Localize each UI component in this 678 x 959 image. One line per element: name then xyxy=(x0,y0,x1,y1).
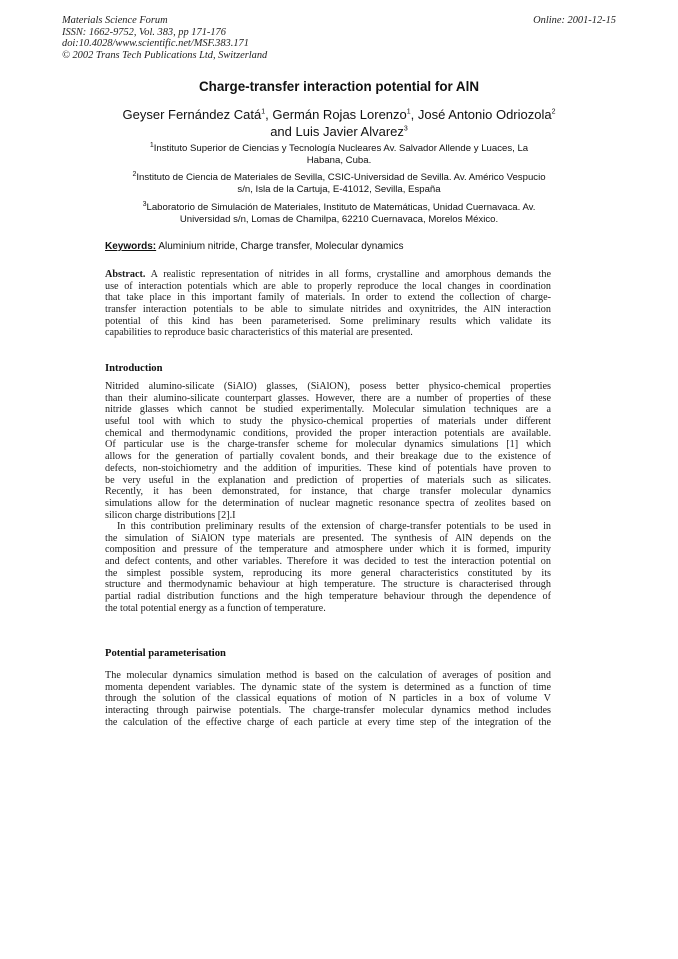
text-line: that take place in this important family of materials. In order to extend the collection of charge- xyxy=(105,292,551,304)
affiliation-mark: 3 xyxy=(142,200,147,208)
section-heading-introduction: Introduction xyxy=(105,363,163,374)
text-line: partial radial distribution functions and the high temperature behaviour through the dependence of xyxy=(105,591,551,603)
author-2-affil-mark: 1 xyxy=(406,108,411,116)
affiliation-3 xyxy=(90,202,588,226)
journal-header xyxy=(62,15,267,61)
text-line: potential of this kind has been parameterised. Some preliminary results which validate its xyxy=(105,315,551,327)
text-line: useful tool with which to study the physico-chemical properties of materials under different xyxy=(105,416,551,428)
text-line: transfer interaction potentials to be able to simulate nitrides and oxynitrides, the AlN interaction xyxy=(105,304,551,316)
text-line: be very useful in the explanation and prediction of properties of materials such as silicates. xyxy=(105,474,551,486)
text-line: than their alumino-silicate counterpart glasses. However, there are a number of properties of these xyxy=(105,392,551,404)
text-line: simulations allow for the determination of nuclear magnetic resonance spectra of zeolites based on xyxy=(105,497,551,509)
author-4-affil-mark: 3 xyxy=(403,125,408,133)
affiliation-1 xyxy=(90,143,588,167)
journal-name: Materials Science Forum xyxy=(62,15,168,26)
introduction-paragraph-1 xyxy=(105,381,551,521)
text-line: Nitrided alumino-silicate (SiAlO) glasses, (SiAlON), posess better physico-chemical properties xyxy=(105,381,551,392)
affiliation-mark: 2 xyxy=(132,170,137,178)
affiliation-line: Instituto de Ciencia de Materiales de Sevilla, CSIC-Universidad de Sevilla. Av. Américo Vespucio xyxy=(136,172,546,183)
text-line: the calculation of the effective charge of each particle at every time step of the integration of the xyxy=(105,716,551,728)
section-heading-potential-parameterisation: Potential parameterisation xyxy=(105,648,226,659)
text-line: silicon charge distributions [2].I xyxy=(105,509,236,521)
author-list xyxy=(80,106,598,140)
abstract xyxy=(105,269,551,339)
author-3-affil-mark: 2 xyxy=(551,108,556,116)
introduction-paragraph-2 xyxy=(105,521,551,615)
text-line: use of interaction potentials which are able to properly reproduce the local changes in coordination xyxy=(105,280,551,292)
author-1-affil-mark: 1 xyxy=(261,108,266,116)
text-line: Recently, it has been demonstrated, for instance, that charge transfer molecular dynamics xyxy=(105,486,551,498)
text-line: momenta dependent variables. The dynamic state of the system is determined as a function of time xyxy=(105,681,551,693)
text-line: capabilities to reproduce basic characteristics of this material are presented. xyxy=(105,327,413,339)
affiliation-line: Habana, Cuba. xyxy=(306,155,372,166)
keywords xyxy=(105,241,403,252)
paper-title: Charge-transfer interaction potential for AlN xyxy=(199,79,479,94)
journal-doi[interactable]: doi:10.4028/www.scientific.net/MSF.383.171 xyxy=(62,38,249,50)
affiliation-line: Universidad s/n, Lomas de Chamilpa, 62210 Cuernavaca, Morelos México. xyxy=(179,214,499,225)
keywords-text: Aluminium nitride, Charge transfer, Molecular dynamics xyxy=(156,241,404,252)
text-line: defects, non-stoichiometry and the addition of impurities. These kind of potentials have proven to xyxy=(105,462,551,474)
author-4: and Luis Javier Alvarez xyxy=(270,124,404,139)
affiliation-line: Laboratorio de Simulación de Materiales, Instituto de Matemáticas, Unidad Cuernavaca. Av. xyxy=(146,202,536,213)
journal-copyright: © 2002 Trans Tech Publications Ltd, Switzerland xyxy=(62,49,268,61)
text-line: In this contribution preliminary results of the extension of charge-transfer potentials to be used in xyxy=(117,521,551,532)
text-line: structure and thermodynamic behaviour at high temperature. The structure is characterised through xyxy=(105,579,551,591)
author-2: , Germán Rojas Lorenzo xyxy=(265,107,407,122)
author-3: , José Antonio Odriozola xyxy=(410,107,552,122)
text-line: the total potential energy as a function of temperature. xyxy=(105,602,326,614)
text-line: and defect contents, and other variables. Therefore it was decided to test the interaction potential on xyxy=(105,556,551,568)
text-line: the simplest possible system, reproducing its more general characteristics constituted by its xyxy=(105,567,551,579)
abstract-label: Abstract. xyxy=(105,269,146,280)
text-line: through the solution of the classical equations of motion of N particles in a box of volume V xyxy=(105,693,551,705)
text-line: composition and pressure of the temperature and atmosphere under which it is formed, impurity xyxy=(105,544,551,556)
affiliation-2 xyxy=(90,172,588,196)
journal-issn: ISSN: 1662-9752, Vol. 383, pp 171-176 xyxy=(62,26,226,38)
text-line: allows for the generation of partially covalent bonds, and their breakage due to the existence of xyxy=(105,451,551,463)
keywords-label: Keywords: xyxy=(105,241,157,252)
text-line: The molecular dynamics simulation method is based on the calculation of averages of position and xyxy=(105,670,551,681)
text-line: Of particular use is the charge-transfer scheme for molecular dynamics simulations [1] which xyxy=(105,439,551,451)
affiliation-mark: 1 xyxy=(149,141,154,149)
text-line: chemical and thermodynamic conditions, provided the proper interaction potentials are available. xyxy=(105,427,551,439)
text-line: nitride glasses which cannot be studied experimentally. Molecular simulation techniques are a xyxy=(105,404,551,416)
text-line: the simulation of SiAlON type materials are presented. The synthesis of AlN depends on the xyxy=(105,532,551,544)
author-1: Geyser Fernández Catá xyxy=(122,107,262,122)
online-date: Online: 2001-12-15 xyxy=(533,15,616,26)
text-line: interacting through pairwise potentials. The charge-transfer molecular dynamics method includes xyxy=(105,705,551,717)
potential-paragraph-1 xyxy=(105,670,551,728)
affiliation-line: Instituto Superior de Ciencias y Tecnología Nucleares Av. Salvador Allende y Luaces, La xyxy=(153,143,529,154)
affiliation-line: s/n, Isla de la Cartuja, E-41012, Sevilla, España xyxy=(237,184,441,195)
text-line: A realistic representation of nitrides in all forms, crystalline and amorphous demands the xyxy=(145,269,551,280)
